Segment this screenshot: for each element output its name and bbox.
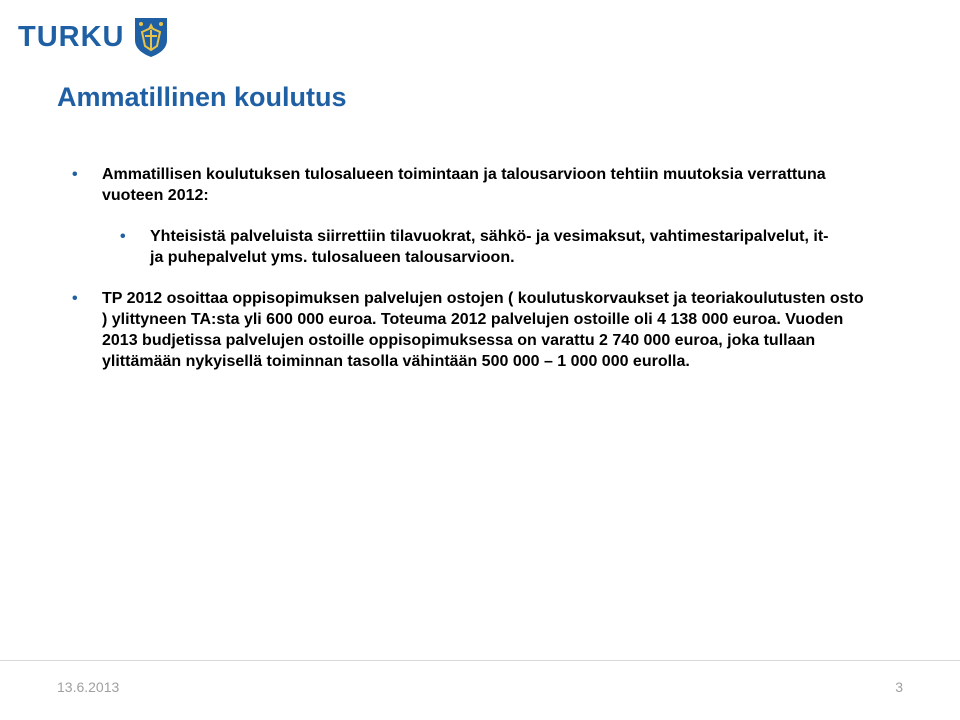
sub-bullet-text: Yhteisistä palveluista siirrettiin tilavuokrat, sähkö- ja vesimaksut, vahtimestaripalvelut, it- ja puhepalvelut yms. tulosalueen talousarvioon. [150,228,829,266]
bullet-icon: • [120,228,126,245]
bullet-icon: • [72,290,78,307]
turku-logo [18,16,169,58]
footer-divider [0,660,960,661]
turku-coat-of-arms-icon [133,16,169,58]
logo-text: TURKU [18,20,125,53]
bullet-icon: • [72,166,78,183]
page-number: 3 [895,679,903,695]
page-title: Ammatillinen koulutus [57,82,347,112]
list-item [72,288,872,372]
list-item [120,226,840,268]
footer-date: 13.6.2013 [57,679,120,695]
bullet-text: Ammatillisen koulutuksen tulosalueen toimintaan ja talousarvioon tehtiin muutoksia verrattuna vuoteen 2012: [102,166,826,204]
bullet-list [72,164,872,372]
bullet-text: TP 2012 osoittaa oppisopimuksen palvelujen ostojen ( koulutuskorvaukset ja teoriakoulutusten osto ) ylittyneen TA:sta yli 600 000 euroa. Toteuma 2012 palvelujen ostoille oli 4 138 000 euroa. Vuoden 2013 budjetissa palvelujen ostoille oppisopimuksessa on varattu 2 740 000 euroa, joka tullaan ylittämään nykyisellä toiminnan tasolla vähintään 500 000 – 1 000 000 eurolla. [102,290,864,370]
list-item [72,164,872,206]
